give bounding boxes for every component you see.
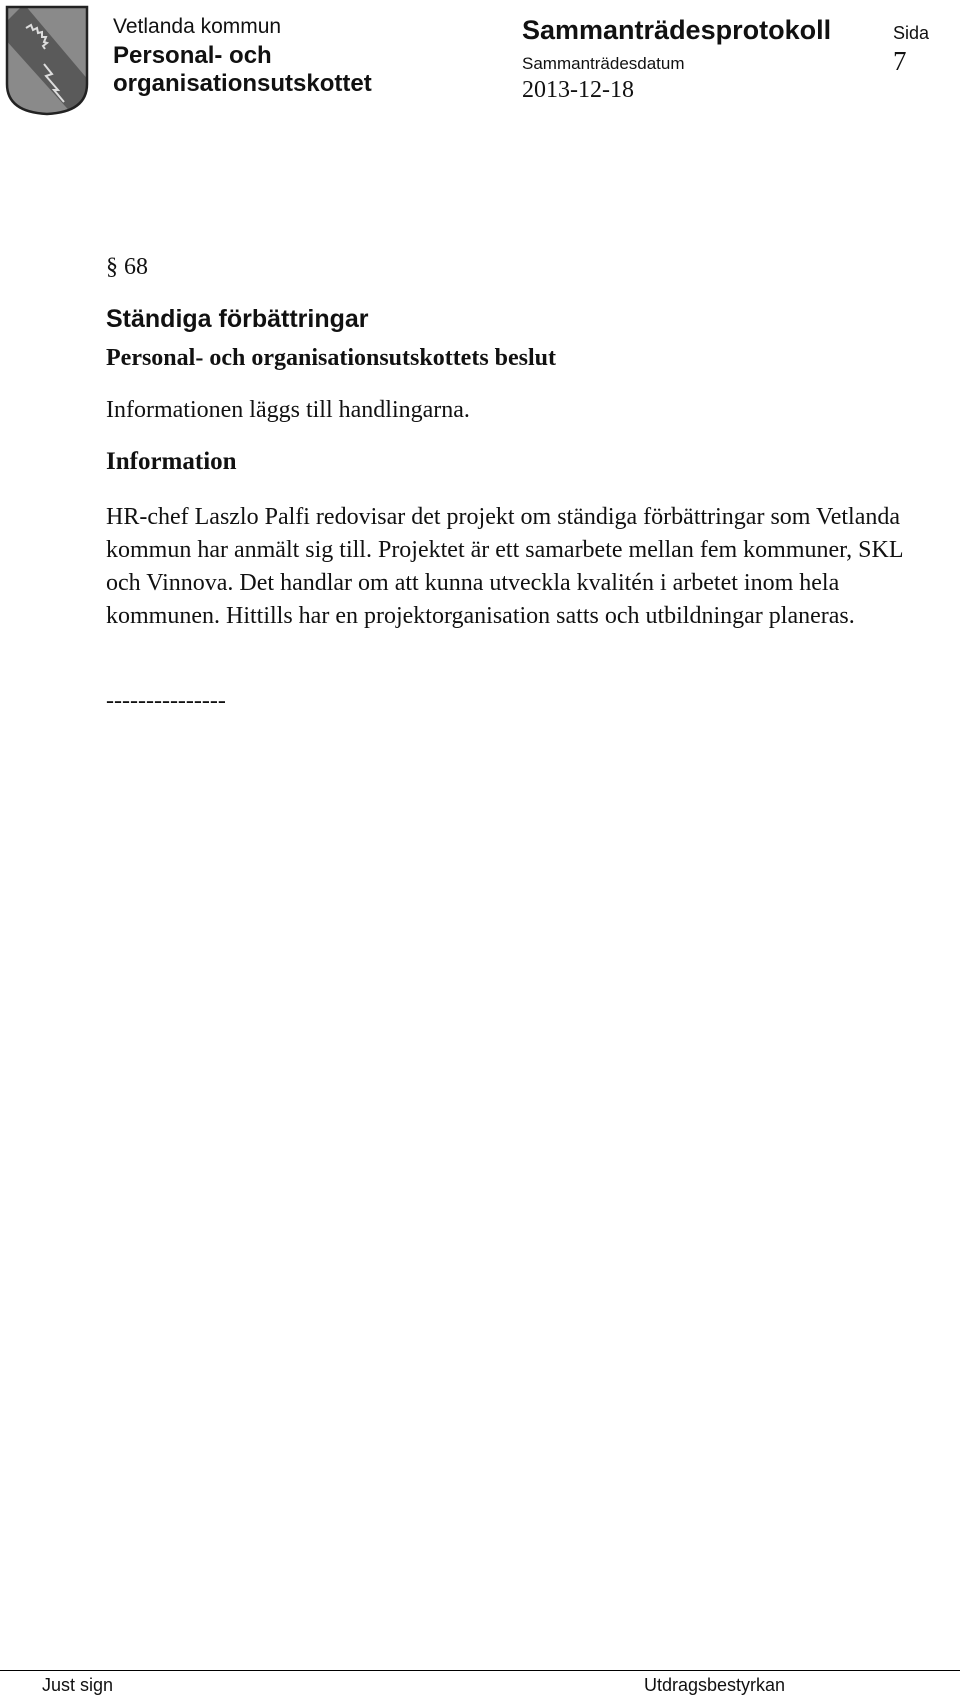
information-heading: Information bbox=[106, 448, 237, 475]
document-type: Sammanträdesprotokoll bbox=[522, 15, 832, 45]
decision-heading: Personal- och organisationsutskottets beslut bbox=[106, 345, 557, 371]
page-number: 7 bbox=[893, 46, 907, 76]
section-number: § 68 bbox=[106, 254, 148, 280]
meeting-date: 2013-12-18 bbox=[522, 77, 634, 103]
information-body: HR-chef Laszlo Palfi redovisar det projekt om ständiga förbättringar som Vetlanda kommun har anmält sig till. Projektet är ett samarbete mellan fem kommuner, SKL och Vinnova. Det handlar om att kunna utveckla kvalitén i arbetet inom hela kommunen. Hittills har en projektorganisation satts och utbildningar planeras. bbox=[106, 504, 903, 629]
municipality-name: Vetlanda kommun bbox=[113, 15, 282, 38]
page-label: Sida bbox=[893, 23, 930, 43]
meeting-date-label: Sammanträdesdatum bbox=[522, 54, 685, 73]
committee-name: Personal- och organisationsutskottet bbox=[113, 42, 372, 97]
coat-of-arms-logo bbox=[4, 4, 90, 116]
item-title: Ständiga förbättringar bbox=[106, 305, 369, 333]
decision-text: Informationen läggs till handlingarna. bbox=[106, 397, 470, 423]
section-separator: --------------- bbox=[106, 688, 226, 714]
signature-label: Just sign bbox=[42, 1675, 114, 1695]
footer-divider bbox=[0, 1670, 960, 1671]
extract-certification-label: Utdragsbestyrkan bbox=[644, 1675, 786, 1695]
